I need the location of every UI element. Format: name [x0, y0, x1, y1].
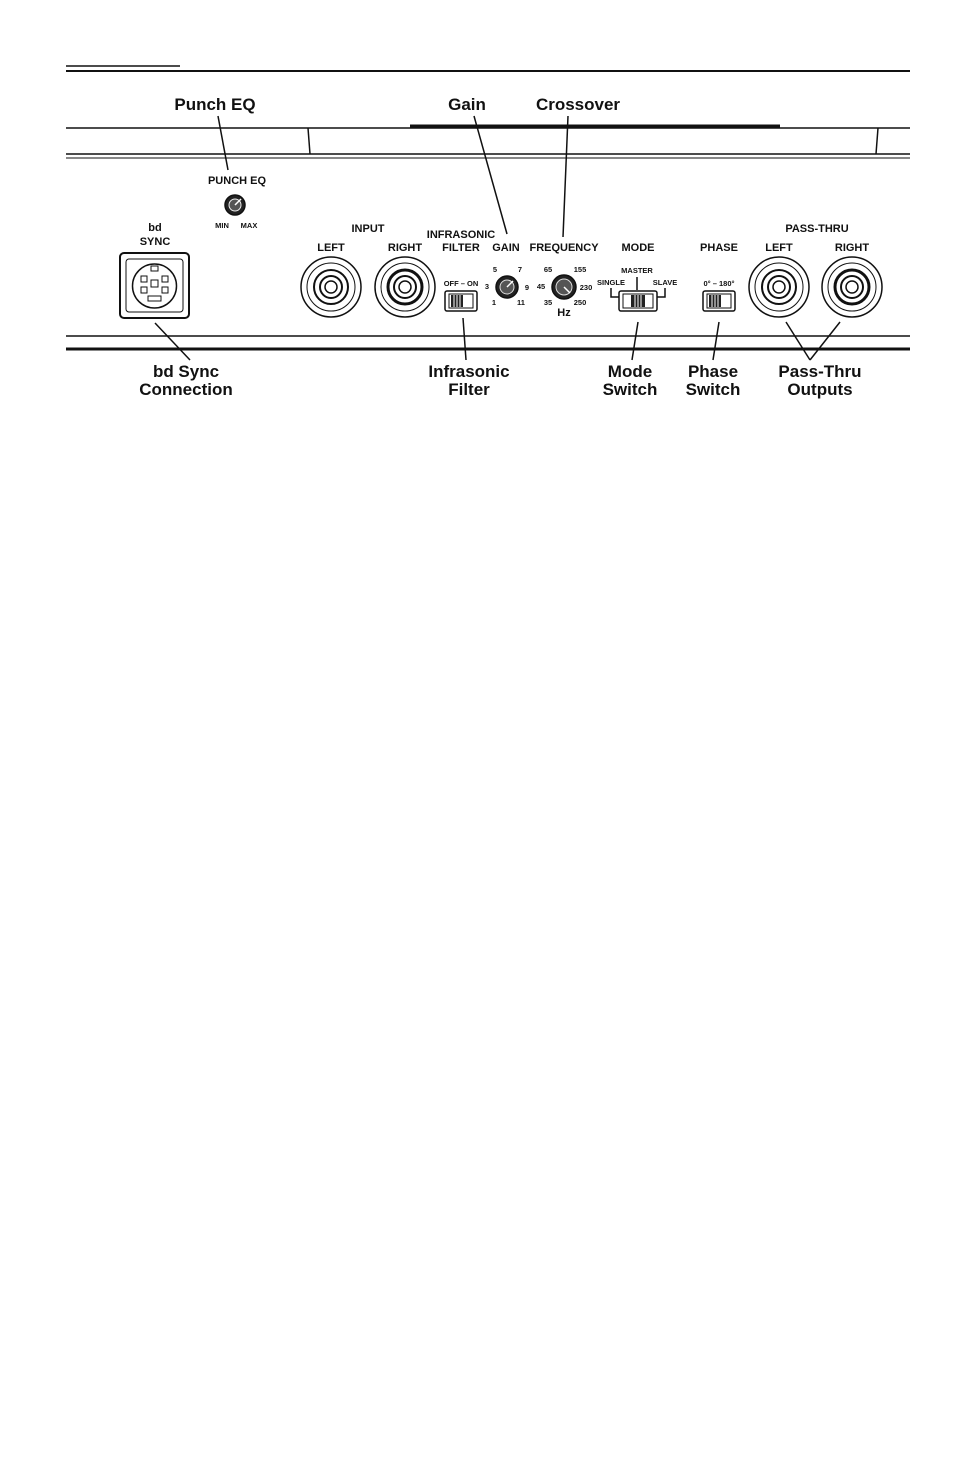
- callout-crossover: Crossover: [535, 95, 621, 114]
- punch-eq-max-label: MAX: [240, 221, 258, 230]
- gain-knob[interactable]: [496, 276, 518, 298]
- pass-thru-left-jack[interactable]: [749, 257, 809, 317]
- panel-punch-eq-label: PUNCH EQ: [207, 175, 267, 187]
- pass-thru-right-label: RIGHT: [834, 242, 870, 254]
- gain-scale-3: 3: [484, 282, 490, 291]
- mode-single-label: SINGLE: [597, 278, 625, 287]
- pass-thru-label: PASS-THRU: [785, 223, 849, 235]
- callout-bd-sync-line1: bd Sync: [152, 362, 220, 381]
- infrasonic-filter-switch[interactable]: [445, 291, 477, 311]
- callout-gain: Gain: [448, 95, 486, 114]
- panel-bd-label: bd: [148, 222, 162, 234]
- punch-eq-knob[interactable]: [225, 195, 245, 215]
- frequency-label: FREQUENCY: [529, 242, 599, 254]
- mode-slave-label: SLAVE: [652, 278, 678, 287]
- callout-infrasonic-line2: Filter: [448, 380, 490, 399]
- frequency-hz-label: Hz: [557, 307, 571, 319]
- frequency-knob[interactable]: [552, 275, 576, 299]
- pass-thru-left-label: LEFT: [765, 242, 793, 254]
- gain-scale-7: 7: [517, 265, 523, 274]
- freq-scale-45: 45: [536, 282, 546, 291]
- callout-mode-line2: Switch: [602, 380, 658, 399]
- panel-input-label: INPUT: [351, 223, 385, 235]
- phase-label: PHASE: [700, 242, 738, 254]
- callout-bd-sync-line2: Connection: [139, 380, 233, 399]
- mode-label: MODE: [621, 242, 655, 254]
- infrasonic-label: INFRASONIC: [426, 229, 496, 241]
- mode-switch[interactable]: [619, 291, 657, 311]
- bd-sync-connector[interactable]: [120, 253, 189, 318]
- input-right-label: RIGHT: [387, 242, 423, 254]
- input-left-label: LEFT: [317, 242, 345, 254]
- input-right-jack[interactable]: [375, 257, 435, 317]
- callout-passthru-line2: Outputs: [787, 380, 853, 399]
- gain-label: GAIN: [492, 242, 520, 254]
- infrasonic-off-on-label: OFF – ON: [443, 279, 479, 288]
- freq-scale-250: 250: [573, 298, 587, 307]
- freq-scale-35: 35: [543, 298, 553, 307]
- punch-eq-min-label: MIN: [215, 221, 229, 230]
- callout-phase-line1: Phase: [687, 362, 739, 381]
- phase-range-label: 0° – 180°: [703, 279, 735, 288]
- freq-scale-230: 230: [579, 283, 593, 292]
- freq-scale-65: 65: [543, 265, 553, 274]
- callout-infrasonic-line1: Infrasonic: [428, 362, 510, 381]
- callout-punch-eq: Punch EQ: [174, 95, 256, 114]
- gain-scale-5: 5: [492, 265, 498, 274]
- pass-thru-right-jack[interactable]: [822, 257, 882, 317]
- freq-scale-155: 155: [573, 265, 587, 274]
- callout-phase-line2: Switch: [685, 380, 741, 399]
- gain-scale-11: 11: [517, 298, 525, 307]
- mode-master-label: MASTER: [621, 266, 653, 275]
- leader-lines: [155, 116, 840, 360]
- callout-mode-line1: Mode: [607, 362, 653, 381]
- gain-scale-1: 1: [491, 298, 497, 307]
- filter-label: FILTER: [442, 242, 480, 254]
- input-left-jack[interactable]: [301, 257, 361, 317]
- callout-passthru-line1: Pass-Thru: [778, 362, 862, 381]
- phase-switch[interactable]: [703, 291, 735, 311]
- gain-scale-9: 9: [524, 283, 530, 292]
- panel-sync-label: SYNC: [139, 236, 171, 248]
